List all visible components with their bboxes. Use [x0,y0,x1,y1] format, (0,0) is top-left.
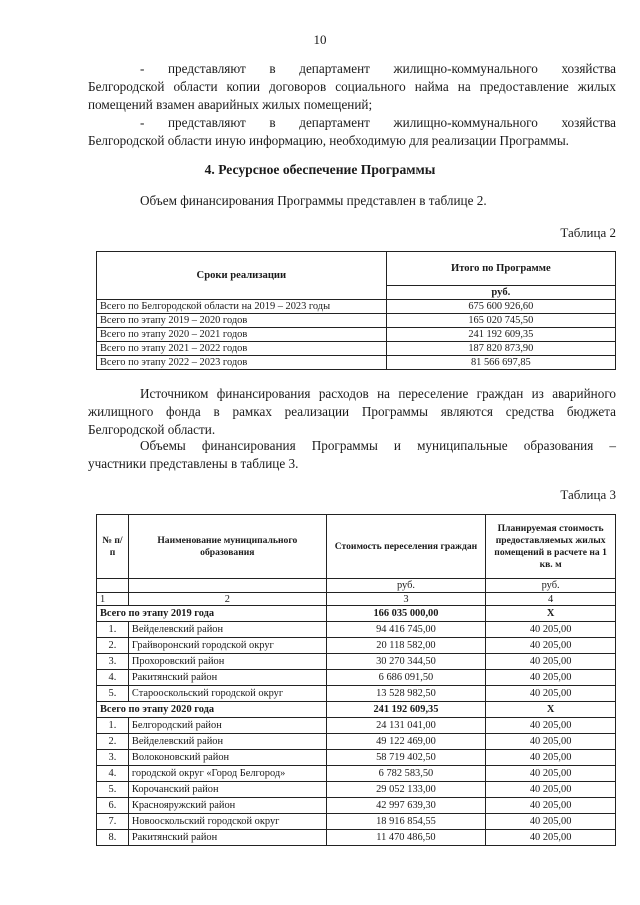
row-number: 1. [97,622,129,638]
funding-sentence: Объем финансирования Программы представлен в таблице 2. [140,193,487,208]
table-row [97,718,616,734]
page-number: 10 [313,32,327,47]
planned-cost-per-sqm: 40 205,00 [486,814,616,830]
stage-x: Х [486,702,616,718]
planned-cost-per-sqm: 40 205,00 [486,622,616,638]
empty-cell [97,579,129,593]
row-number: 7. [97,814,129,830]
table-row [97,830,616,846]
municipality-name: городской округ «Город Белгород» [128,766,326,782]
resettlement-cost: 29 052 133,00 [326,782,486,798]
stage-total-row [97,702,616,718]
municipality-name: Грайворонский городской округ [128,638,326,654]
resettlement-cost: 49 122 469,00 [326,734,486,750]
text-line: участники представлены в таблице 3. [88,456,299,471]
table3-caption: Таблица 3 [560,487,616,502]
table-row [97,734,616,750]
resettlement-cost: 20 118 582,00 [326,638,486,654]
column-index: 2 [128,593,326,606]
row-label: Всего по этапу 2020 – 2021 годов [97,328,387,342]
resettlement-cost: 6 686 091,50 [326,670,486,686]
table-2 [96,251,616,370]
table3-header-row [97,515,616,579]
table-row [97,814,616,830]
table3-plan-unit: руб. [486,579,616,593]
table-row [97,670,616,686]
text-line: Белгородской области копии договоров социального найма на предоставление жилых [88,79,616,94]
row-number: 5. [97,782,129,798]
table3-cost-unit: руб. [326,579,486,593]
row-label: Всего по Белгородской области на 2019 – 2023 годы [97,300,387,314]
text-line: жилищного фонда в рамках реализации Программы являются средства бюджета [88,404,616,419]
stage-total-row [97,606,616,622]
column-index: 1 [97,593,129,606]
planned-cost-per-sqm: 40 205,00 [486,782,616,798]
table-row [97,328,616,342]
table-row [97,686,616,702]
row-number: 2. [97,734,129,750]
table-row [97,782,616,798]
text-line: Белгородской области. [88,422,216,437]
municipality-name: Ракитянский район [128,670,326,686]
table-row [97,798,616,814]
stage-title: Всего по этапу 2020 года [97,702,327,718]
text-line: Белгородской области иную информацию, необходимую для реализации Программы. [88,133,569,148]
column-index: 3 [326,593,486,606]
section-heading: 4. Ресурсное обеспечение Программы [204,162,436,177]
row-value: 241 192 609,35 [386,328,615,342]
planned-cost-per-sqm: 40 205,00 [486,798,616,814]
stage-total: 166 035 000,00 [326,606,486,622]
intro-paragraph-1 [88,60,616,114]
municipality-name: Белгородский район [128,718,326,734]
planned-cost-per-sqm: 40 205,00 [486,766,616,782]
row-label: Всего по этапу 2021 – 2022 годов [97,342,387,356]
body-paragraph-4 [88,437,616,473]
planned-cost-per-sqm: 40 205,00 [486,734,616,750]
planned-cost-per-sqm: 40 205,00 [486,830,616,846]
row-value: 187 820 873,90 [386,342,615,356]
stage-x: Х [486,606,616,622]
column-index: 4 [486,593,616,606]
row-number: 4. [97,766,129,782]
planned-cost-per-sqm: 40 205,00 [486,718,616,734]
table3-index-row [97,593,616,606]
row-number: 1. [97,718,129,734]
resettlement-cost: 11 470 486,50 [326,830,486,846]
municipality-name: Вейделевский район [128,734,326,750]
table-row [97,314,616,328]
resettlement-cost: 6 782 583,50 [326,766,486,782]
table2-unit: руб. [386,286,615,300]
table-row [97,356,616,370]
planned-cost-per-sqm: 40 205,00 [486,686,616,702]
row-number: 8. [97,830,129,846]
table3-unit-row [97,579,616,593]
row-number: 5. [97,686,129,702]
municipality-name: Вейделевский район [128,622,326,638]
row-value: 165 020 745,50 [386,314,615,328]
table2-caption: Таблица 2 [560,225,616,240]
text-line: - представляют в департамент жилищно-коммунального хозяйства [140,61,616,76]
row-number: 4. [97,670,129,686]
resettlement-cost: 24 131 041,00 [326,718,486,734]
row-value: 675 600 926,60 [386,300,615,314]
text-line: Объемы финансирования Программы и муниципальные образования – [140,438,616,453]
table2-col2-header: Итого по Программе [386,252,615,286]
empty-cell [128,579,326,593]
table-row [97,750,616,766]
table2-col1-header: Сроки реализации [97,252,387,300]
municipality-name: Ракитянский район [128,830,326,846]
table3-cost-header: Стоимость переселения граждан [326,515,486,579]
municipality-name: Корочанский район [128,782,326,798]
table3-plan-header: Планируемая стоимость предоставляемых жилых помещений в расчете на 1 кв. м [486,515,616,579]
row-number: 3. [97,654,129,670]
resettlement-cost: 58 719 402,50 [326,750,486,766]
planned-cost-per-sqm: 40 205,00 [486,638,616,654]
table3-num-header: № п/п [97,515,129,579]
resettlement-cost: 30 270 344,50 [326,654,486,670]
row-number: 3. [97,750,129,766]
planned-cost-per-sqm: 40 205,00 [486,750,616,766]
resettlement-cost: 42 997 639,30 [326,798,486,814]
resettlement-cost: 18 916 854,55 [326,814,486,830]
row-number: 2. [97,638,129,654]
table2-header-row [97,252,616,286]
table3-name-header: Наименование муниципального образования [128,515,326,579]
municipality-name: Прохоровский район [128,654,326,670]
table-row [97,654,616,670]
municipality-name: Краснояружский район [128,798,326,814]
row-label: Всего по этапу 2019 – 2020 годов [97,314,387,328]
table-row [97,766,616,782]
stage-title: Всего по этапу 2019 года [97,606,327,622]
resettlement-cost: 13 528 982,50 [326,686,486,702]
text-line: Источником финансирования расходов на переселение граждан из аварийного [140,386,616,401]
municipality-name: Новооскольский городской округ [128,814,326,830]
table-row [97,342,616,356]
row-value: 81 566 697,85 [386,356,615,370]
row-number: 6. [97,798,129,814]
intro-paragraph-2 [88,114,616,150]
text-line: - представляют в департамент жилищно-коммунального хозяйства [140,115,616,130]
planned-cost-per-sqm: 40 205,00 [486,654,616,670]
table-3 [96,514,616,846]
municipality-name: Волоконовский район [128,750,326,766]
text-line: помещений взамен аварийных жилых помещений; [88,97,373,112]
body-paragraph-3 [88,385,616,439]
resettlement-cost: 94 416 745,00 [326,622,486,638]
table-row [97,300,616,314]
stage-total: 241 192 609,35 [326,702,486,718]
planned-cost-per-sqm: 40 205,00 [486,670,616,686]
table-row [97,622,616,638]
table-row [97,638,616,654]
municipality-name: Старооскольский городской округ [128,686,326,702]
row-label: Всего по этапу 2022 – 2023 годов [97,356,387,370]
